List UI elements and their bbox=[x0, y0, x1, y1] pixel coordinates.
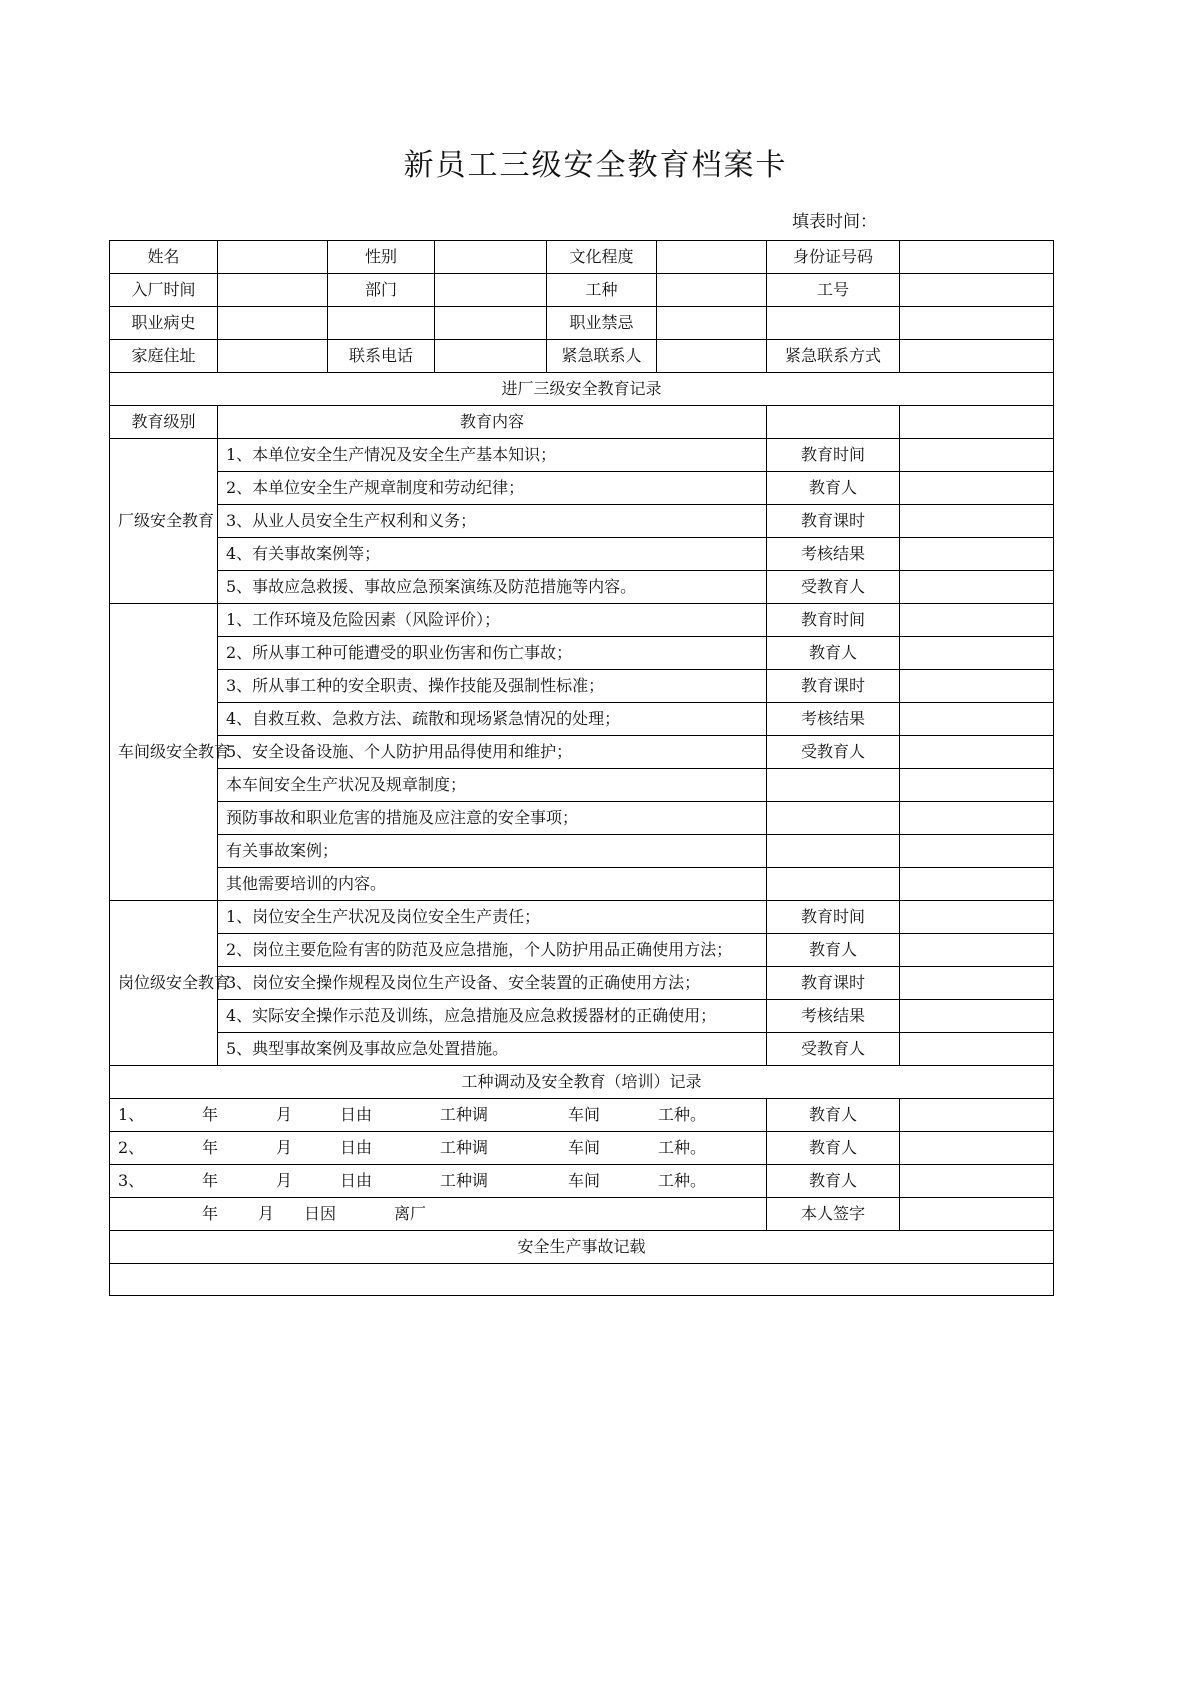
post-content-item: 2、岗位主要危险有害的防范及应急措施，个人防护用品正确使用方法； bbox=[218, 934, 767, 967]
factory-row-field[interactable] bbox=[900, 472, 1054, 505]
workshop-content-item: 1、工作环境及危险因素（风险评价）； bbox=[218, 604, 767, 637]
factory-content-item: 2、本单位安全生产规章制度和劳动纪律； bbox=[218, 472, 767, 505]
emergency-contact-field[interactable] bbox=[657, 340, 767, 373]
factory-content-item: 3、从业人员安全生产权利和义务； bbox=[218, 505, 767, 538]
post-content-item: 5、典型事故案例及事故应急处置措施。 bbox=[218, 1033, 767, 1066]
signature-field[interactable] bbox=[900, 1198, 1054, 1231]
workshop-content-item: 其他需要培训的内容。 bbox=[218, 868, 767, 901]
workshop-row-label: 教育时间 bbox=[767, 604, 900, 637]
post-row-field[interactable] bbox=[900, 934, 1054, 967]
workshop-content-item: 3、所从事工种的安全职责、操作技能及强制性标准； bbox=[218, 670, 767, 703]
workshop-row-label: 教育课时 bbox=[767, 670, 900, 703]
transfer-row-field[interactable] bbox=[900, 1165, 1054, 1198]
factory-row-label: 教育时间 bbox=[767, 439, 900, 472]
workshop-row-label bbox=[767, 802, 900, 835]
workshop-row-field[interactable] bbox=[900, 868, 1054, 901]
transfer-text[interactable]: 1、 年 月 日由 工种调 车间 工种。 bbox=[110, 1099, 767, 1132]
workshop-content-item: 5、安全设备设施、个人防护用品得使用和维护； bbox=[218, 736, 767, 769]
transfer-text[interactable]: 2、 年 月 日由 工种调 车间 工种。 bbox=[110, 1132, 767, 1165]
workshop-content-item: 2、所从事工种可能遭受的职业伤害和伤亡事故； bbox=[218, 637, 767, 670]
post-row-field[interactable] bbox=[900, 1033, 1054, 1066]
home-address-label: 家庭住址 bbox=[110, 340, 218, 373]
section-title-education-record: 进厂三级安全教育记录 bbox=[110, 373, 1054, 406]
education-level-field[interactable] bbox=[657, 241, 767, 274]
workshop-content-item: 预防事故和职业危害的措施及应注意的安全事项； bbox=[218, 802, 767, 835]
workshop-row-field[interactable] bbox=[900, 802, 1054, 835]
workshop-content-item: 本车间安全生产状况及规章制度； bbox=[218, 769, 767, 802]
factory-row-field[interactable] bbox=[900, 439, 1054, 472]
transfer-text[interactable]: 3、 年 月 日由 工种调 车间 工种。 bbox=[110, 1165, 767, 1198]
transfer-row bbox=[110, 1165, 1054, 1198]
entry-date-field[interactable] bbox=[218, 274, 328, 307]
emergency-contact-label: 紧急联系人 bbox=[547, 340, 657, 373]
factory-content-item: 5、事故应急救援、事故应急预案演练及防范措施等内容。 bbox=[218, 571, 767, 604]
workshop-row-label: 考核结果 bbox=[767, 703, 900, 736]
post-row-field[interactable] bbox=[900, 901, 1054, 934]
accident-record-area[interactable] bbox=[110, 1264, 1054, 1296]
occupational-contraindication-field[interactable] bbox=[657, 307, 767, 340]
transfer-row-field[interactable] bbox=[900, 1099, 1054, 1132]
info-row bbox=[110, 241, 1054, 274]
home-address-field[interactable] bbox=[218, 340, 328, 373]
post-row-label: 教育时间 bbox=[767, 901, 900, 934]
blank-cell[interactable] bbox=[435, 307, 547, 340]
employee-number-field[interactable] bbox=[900, 274, 1054, 307]
gender-field[interactable] bbox=[435, 241, 547, 274]
entry-date-label: 入厂时间 bbox=[110, 274, 218, 307]
post-row-label: 考核结果 bbox=[767, 1000, 900, 1033]
workshop-content-item: 4、自救互救、急救方法、疏散和现场紧急情况的处理； bbox=[218, 703, 767, 736]
factory-content-item: 1、本单位安全生产情况及安全生产基本知识； bbox=[218, 439, 767, 472]
occupational-contraindication-label: 职业禁忌 bbox=[547, 307, 657, 340]
workshop-row-field[interactable] bbox=[900, 769, 1054, 802]
workshop-row-field[interactable] bbox=[900, 703, 1054, 736]
blank-cell[interactable] bbox=[328, 307, 435, 340]
workshop-level-label: 车间级安全教育 bbox=[110, 604, 218, 901]
leave-row bbox=[110, 1198, 1054, 1231]
workshop-row-label: 受教育人 bbox=[767, 736, 900, 769]
education-content-header: 教育内容 bbox=[218, 406, 767, 439]
transfer-row bbox=[110, 1132, 1054, 1165]
factory-level-label: 厂级安全教育 bbox=[110, 439, 218, 604]
post-row-label: 教育课时 bbox=[767, 967, 900, 1000]
workshop-row-field[interactable] bbox=[900, 637, 1054, 670]
post-content-item: 3、岗位安全操作规程及岗位生产设备、安全装置的正确使用方法； bbox=[218, 967, 767, 1000]
workshop-row-label bbox=[767, 868, 900, 901]
page-title: 新员工三级安全教育档案卡 bbox=[403, 148, 788, 183]
occupational-disease-field[interactable] bbox=[218, 307, 328, 340]
workshop-row-field[interactable] bbox=[900, 835, 1054, 868]
post-level-label: 岗位级安全教育 bbox=[110, 901, 218, 1066]
post-content-item: 1、岗位安全生产状况及岗位安全生产责任； bbox=[218, 901, 767, 934]
info-row bbox=[110, 340, 1054, 373]
factory-row-label: 教育课时 bbox=[767, 505, 900, 538]
post-row-label: 受教育人 bbox=[767, 1033, 900, 1066]
transfer-row-label: 教育人 bbox=[767, 1099, 900, 1132]
department-field[interactable] bbox=[435, 274, 547, 307]
gender-label: 性别 bbox=[328, 241, 435, 274]
post-content-item: 4、实际安全操作示范及训练，应急措施及应急救援器材的正确使用； bbox=[218, 1000, 767, 1033]
id-number-label: 身份证号码 bbox=[767, 241, 900, 274]
transfer-row-label: 教育人 bbox=[767, 1165, 900, 1198]
info-row bbox=[110, 274, 1054, 307]
factory-row-field[interactable] bbox=[900, 538, 1054, 571]
section-title-transfer-record: 工种调动及安全教育（培训）记录 bbox=[110, 1066, 1054, 1099]
blank-cell[interactable] bbox=[767, 406, 900, 439]
info-row bbox=[110, 307, 1054, 340]
education-record-form bbox=[109, 240, 1054, 1296]
occupational-disease-label: 职业病史 bbox=[110, 307, 218, 340]
education-level-header: 教育级别 bbox=[110, 406, 218, 439]
section-title-accident-record: 安全生产事故记载 bbox=[110, 1231, 1054, 1264]
transfer-row-label: 教育人 bbox=[767, 1132, 900, 1165]
blank-cell[interactable] bbox=[900, 307, 1054, 340]
signature-label: 本人签字 bbox=[767, 1198, 900, 1231]
workshop-content-item: 有关事故案例； bbox=[218, 835, 767, 868]
leave-text[interactable]: 年 月 日因 离厂 bbox=[110, 1198, 767, 1231]
workshop-row-label bbox=[767, 835, 900, 868]
id-number-field[interactable] bbox=[900, 241, 1054, 274]
emergency-contact-method-field[interactable] bbox=[900, 340, 1054, 373]
emergency-contact-method-label: 紧急联系方式 bbox=[767, 340, 900, 373]
workshop-row-label bbox=[767, 769, 900, 802]
post-row-label: 教育人 bbox=[767, 934, 900, 967]
department-label: 部门 bbox=[328, 274, 435, 307]
factory-row-field[interactable] bbox=[900, 571, 1054, 604]
workshop-row-field[interactable] bbox=[900, 604, 1054, 637]
factory-row-field[interactable] bbox=[900, 505, 1054, 538]
post-row-field[interactable] bbox=[900, 1000, 1054, 1033]
workshop-row-field[interactable] bbox=[900, 736, 1054, 769]
education-level-label: 文化程度 bbox=[547, 241, 657, 274]
blank-cell[interactable] bbox=[767, 307, 900, 340]
factory-row-label: 教育人 bbox=[767, 472, 900, 505]
blank-cell[interactable] bbox=[900, 406, 1054, 439]
transfer-row-field[interactable] bbox=[900, 1132, 1054, 1165]
factory-row-label: 受教育人 bbox=[767, 571, 900, 604]
phone-label: 联系电话 bbox=[328, 340, 435, 373]
phone-field[interactable] bbox=[435, 340, 547, 373]
employee-number-label: 工号 bbox=[767, 274, 900, 307]
factory-content-item: 4、有关事故案例等； bbox=[218, 538, 767, 571]
workshop-row-field[interactable] bbox=[900, 670, 1054, 703]
fill-time-label: 填表时间： bbox=[792, 212, 877, 232]
job-type-label: 工种 bbox=[547, 274, 657, 307]
factory-row-label: 考核结果 bbox=[767, 538, 900, 571]
post-row-field[interactable] bbox=[900, 967, 1054, 1000]
workshop-row-label: 教育人 bbox=[767, 637, 900, 670]
name-label: 姓名 bbox=[110, 241, 218, 274]
transfer-row bbox=[110, 1099, 1054, 1132]
name-field[interactable] bbox=[218, 241, 328, 274]
job-type-field[interactable] bbox=[657, 274, 767, 307]
